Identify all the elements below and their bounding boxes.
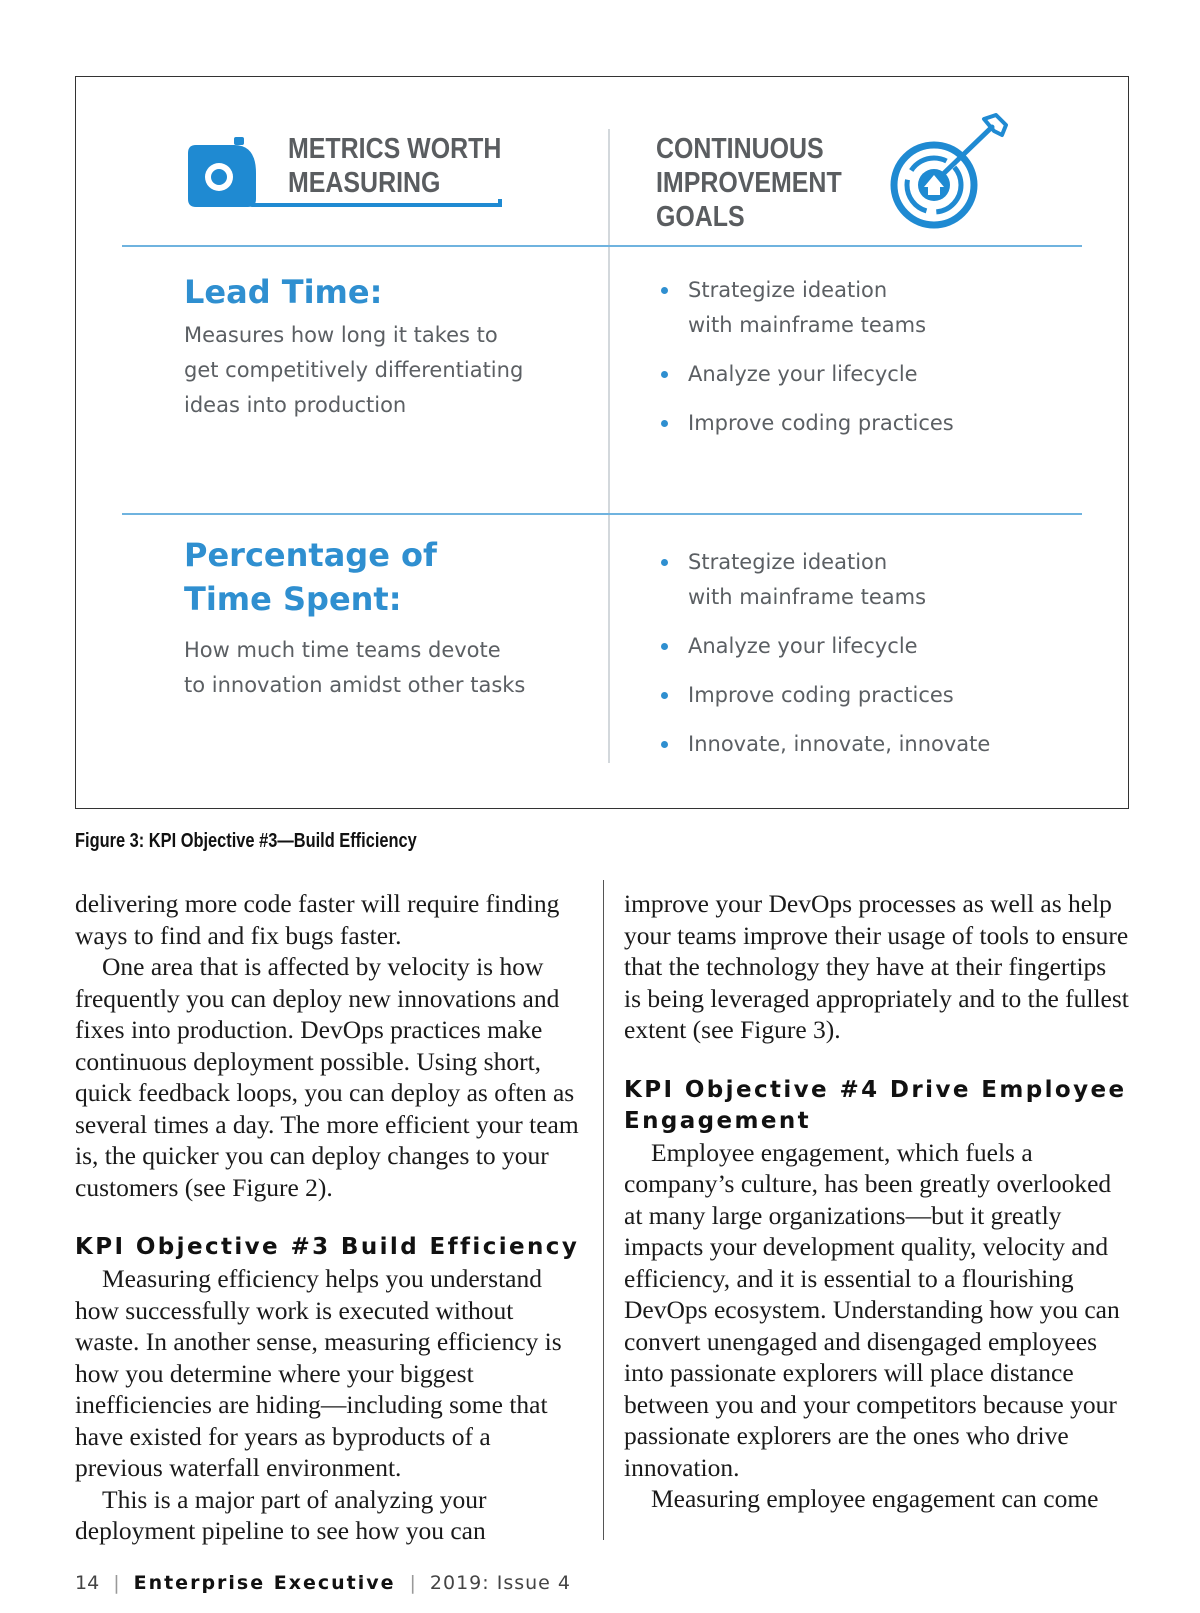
metric-desc-time-spent: How much time teams devote to innovation amidst other tasks	[184, 638, 526, 697]
list-item: Innovate, innovate, innovate	[661, 727, 1061, 762]
metric-title-lead-time: Lead Time:	[184, 273, 383, 311]
figure-column-divider	[608, 129, 610, 763]
bullet-icon	[661, 643, 668, 650]
goals-list-2	[661, 545, 1061, 776]
list-item: Strategize ideation with mainframe teams	[661, 273, 1061, 343]
paragraph: This is a major part of analyzing your deployment pipeline to see how you can	[75, 1484, 487, 1545]
goals-header: CONTINUOUS IMPROVEMENT GOALS	[656, 133, 842, 233]
footer-separator: |	[409, 1572, 416, 1594]
bullet-icon	[661, 287, 668, 294]
right-column	[624, 888, 1129, 1515]
list-item: Strategize ideation with mainframe teams	[661, 545, 1061, 615]
page-number: 14	[75, 1572, 100, 1594]
list-item: Improve coding practices	[661, 678, 1061, 713]
magazine-name: Enterprise Executive	[133, 1572, 396, 1594]
goals-list-1	[661, 273, 1061, 455]
paragraph: Employee engagement, which fuels a company’s culture, has been greatly overlooked at many large organizations—but it greatly impacts your development quality, velocity and efficiency, and it is essential to a flourishing DevOps ecosystem. Understanding how you can convert unengaged and disengaged employees into passionate explorers will place distance between you and your competitors because your passionate explorers are the ones who drive innovation.	[624, 1137, 1120, 1482]
bullet-icon	[661, 559, 668, 566]
section-heading: KPI Objective #4 Drive Employee Engagement	[624, 1076, 1127, 1134]
figure-caption: Figure 3: KPI Objective #3—Build Efficiency	[75, 830, 417, 852]
page-footer	[75, 1572, 571, 1594]
issue-label: 2019: Issue 4	[429, 1572, 571, 1594]
bullet-icon	[661, 741, 668, 748]
bullet-icon	[661, 420, 668, 427]
paragraph: Measuring efficiency helps you understand how successfully work is executed without waste. In another sense, measuring efficiency is how you determine where your biggest inefficiencies are hiding—including some that have existed for years as byproducts of a previous waterfall environment.	[75, 1264, 562, 1482]
bullet-icon	[661, 692, 668, 699]
figure-row-divider-2	[122, 513, 1082, 515]
bullet-icon	[661, 371, 668, 378]
paragraph: One area that is affected by velocity is how frequently you can deploy new innovations and fixes into production. DevOps practices make continuous deployment possible. Using short, quick feedback loops, you can deploy as often as several times a day. The more efficient your team is, the quicker you can deploy changes to your customers (see Figure 2).	[75, 952, 579, 1202]
left-column	[75, 888, 580, 1547]
list-item: Improve coding practices	[661, 406, 1061, 441]
section-heading: KPI Objective #3 Build Efficiency	[75, 1234, 580, 1260]
footer-separator: |	[113, 1572, 120, 1594]
figure-row-divider-1	[122, 245, 1082, 247]
list-item: Analyze your lifecycle	[661, 357, 1061, 392]
figure-3	[75, 76, 1129, 809]
column-divider	[603, 880, 604, 1540]
paragraph: delivering more code faster will require finding ways to find and fix bugs faster.	[75, 889, 560, 950]
list-item: Analyze your lifecycle	[661, 629, 1061, 664]
target-arrow-icon	[884, 113, 1010, 233]
metrics-header: METRICS WORTH MEASURING	[288, 133, 502, 199]
paragraph: Measuring employee engagement can come	[651, 1484, 1099, 1513]
paragraph: improve your DevOps processes as well as help your teams improve their usage of tools to ensure that the technology they have at their fingertips is being leveraged appropriately and to the fullest extent (see Figure 3).	[624, 889, 1129, 1044]
metric-desc-lead-time: Measures how long it takes to get competitively differentiating ideas into production	[184, 323, 524, 417]
metric-title-time-spent: Percentage of Time Spent:	[184, 536, 437, 618]
